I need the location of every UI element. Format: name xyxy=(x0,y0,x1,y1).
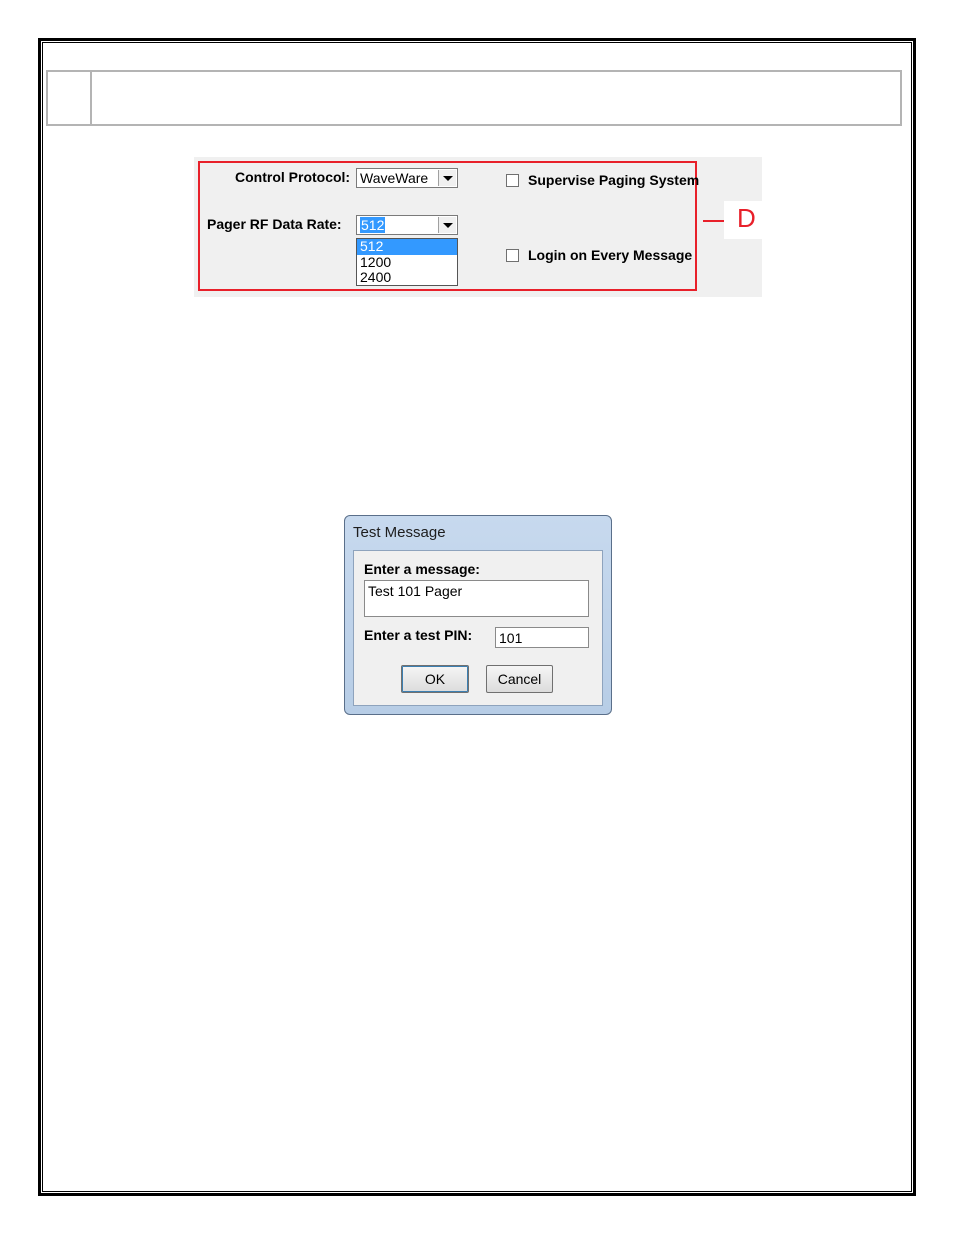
pin-value: 101 xyxy=(499,630,523,646)
chevron-down-icon[interactable] xyxy=(438,170,456,186)
message-value: Test 101 Pager xyxy=(368,583,463,599)
supervise-checkbox[interactable] xyxy=(506,174,519,187)
header-row xyxy=(46,70,902,126)
data-rate-label: Pager RF Data Rate: xyxy=(207,216,342,232)
supervise-label: Supervise Paging System xyxy=(528,172,700,188)
ok-button[interactable]: OK xyxy=(401,665,469,693)
control-protocol-select[interactable] xyxy=(356,168,458,188)
data-rate-select[interactable] xyxy=(356,215,458,235)
pin-label: Enter a test PIN: xyxy=(364,627,473,643)
login-label: Login on Every Message xyxy=(528,247,693,263)
message-input[interactable] xyxy=(364,580,589,617)
callout-label: D xyxy=(737,203,756,233)
test-message-dialog xyxy=(344,515,612,715)
pin-input[interactable] xyxy=(495,627,589,648)
data-rate-value: 512 xyxy=(361,217,385,233)
login-checkbox[interactable] xyxy=(506,249,519,262)
dialog-body xyxy=(353,550,603,706)
data-rate-dropdown-list xyxy=(356,238,458,286)
settings-panel xyxy=(194,157,762,297)
control-protocol-value: WaveWare xyxy=(360,170,429,186)
header-divider xyxy=(90,72,92,124)
control-protocol-label: Control Protocol: xyxy=(235,169,351,185)
cancel-button[interactable]: Cancel xyxy=(486,665,553,693)
dropdown-option[interactable]: 2400 xyxy=(360,269,392,285)
message-label: Enter a message: xyxy=(364,561,480,577)
chevron-down-icon[interactable] xyxy=(438,217,456,233)
dropdown-option[interactable]: 512 xyxy=(357,239,457,255)
dropdown-option[interactable]: 1200 xyxy=(360,253,392,270)
dialog-title: Test Message xyxy=(353,524,446,541)
